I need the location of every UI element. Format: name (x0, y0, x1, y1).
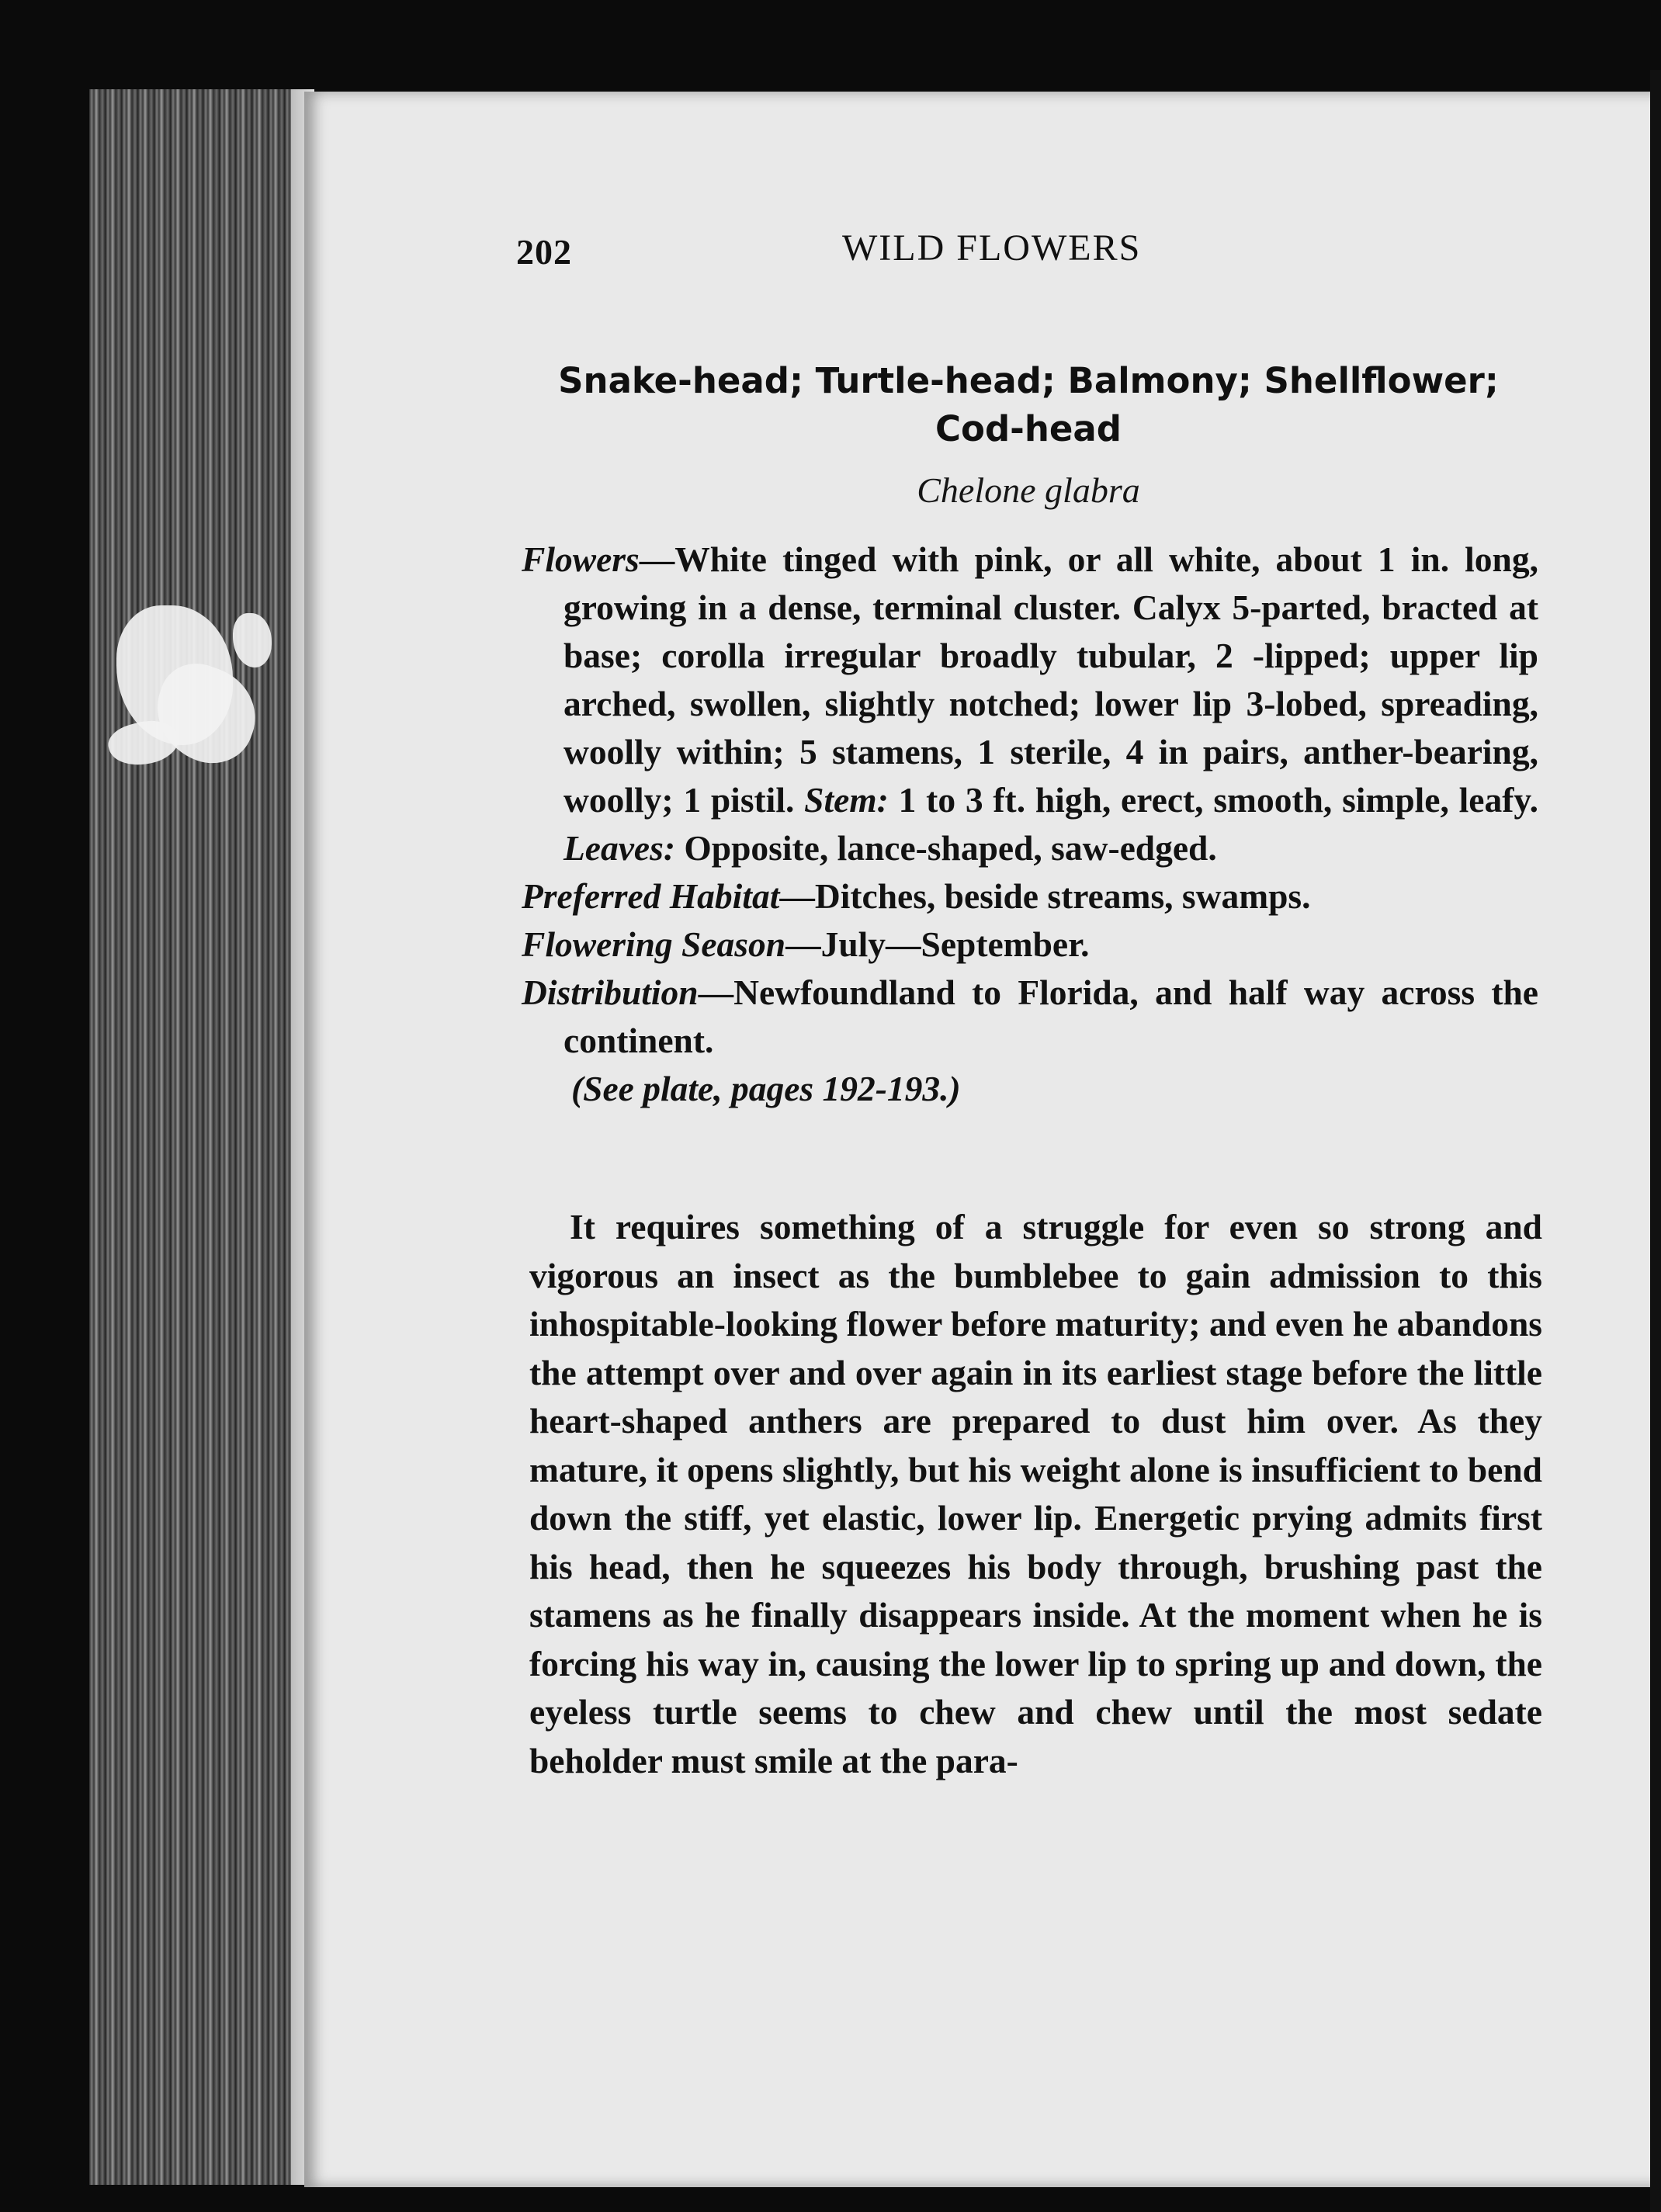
habitat-text: —Ditches, beside streams, swamps. (779, 876, 1311, 916)
body-text (529, 1203, 1542, 1785)
stem-text: 1 to 3 ft. high, erect, smooth, simple, leafy. (888, 780, 1538, 820)
flowers-text: —White tinged with pink, or all white, about 1 in. long, growing in a dense, terminal cluster. Calyx 5-parted, bracted at base; corolla irregular broadly tubular, 2 -lipped; upper lip arched, swollen, slightly notched; lower lip 3-lobed, spreading, woolly within; 5 stamens, 1 sterile, 4 in pairs, anther-bearing, woolly; 1 pistil. (563, 539, 1538, 820)
page-header (516, 227, 1215, 286)
season-paragraph (522, 921, 1538, 969)
habitat-label: Preferred Habitat (522, 876, 780, 916)
body-paragraph: It requires something of a struggle for even so strong and vigorous an insect as the bumblebee to gain admission to this inhospitable-looking flower before maturity; and even he abandons the attempt over and over again in its earliest stage before the little heart-shaped anthers are prepared to dust him over. As they mature, it opens slightly, but his weight alone is insufficient to bend down the stiff, yet elastic, lower lip. Energetic prying admits first his head, then he squeezes his body through, brushing past the stamens as he finally disappears inside. At the moment when he is forcing his way in, causing the lower lip to spring up and down, the eyeless turtle seems to chew and chew until the most sedate beholder must smile at the para- (529, 1207, 1542, 1780)
distribution-text: —Newfoundland to Florida, and half way across the continent. (563, 973, 1538, 1060)
flowers-paragraph (522, 536, 1538, 872)
running-title: WILD FLOWERS (842, 227, 1142, 269)
book-page-edges (89, 89, 314, 2185)
habitat-paragraph (522, 872, 1538, 921)
page-number: 202 (516, 232, 572, 272)
entry-title-line-2: Cod-head (935, 408, 1122, 449)
scan-border (1650, 70, 1661, 2212)
flowers-label: Flowers (522, 539, 640, 579)
leaves-label: Leaves: (563, 828, 675, 868)
season-label: Flowering Season (522, 924, 786, 964)
entry-title-line-1: Snake-head; Turtle-head; Balmony; Shellflower; (558, 360, 1499, 401)
stem-label: Stem: (804, 780, 889, 820)
distribution-label: Distribution (522, 973, 699, 1012)
leaves-text: Opposite, lance-shaped, saw-edged. (675, 828, 1217, 868)
species-description (522, 536, 1538, 1113)
plate-reference: (See plate, pages 192-193.) (571, 1069, 961, 1108)
entry-title (528, 357, 1529, 453)
distribution-paragraph (522, 969, 1538, 1065)
season-text: —July—September. (785, 924, 1090, 964)
latin-name: Chelone glabra (917, 470, 1140, 510)
